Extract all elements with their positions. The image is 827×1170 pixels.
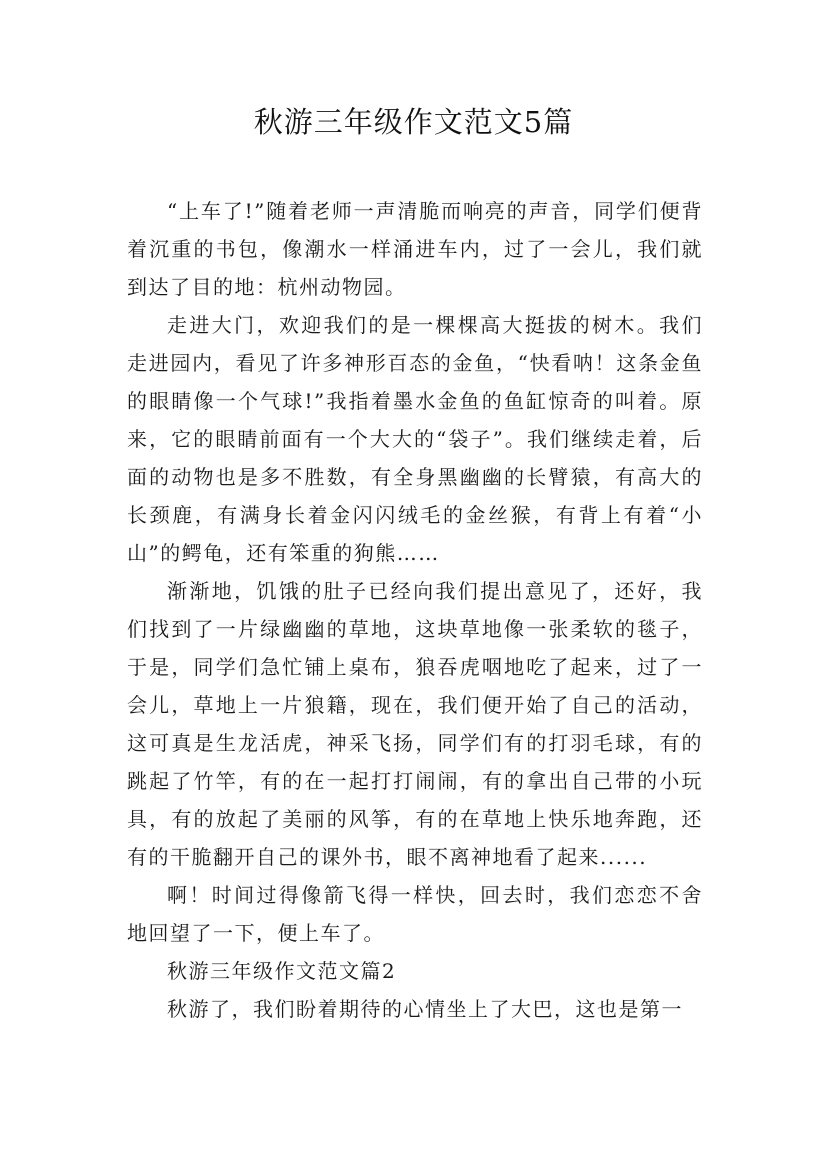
document-title: 秋游三年级作文范文5篇 bbox=[253, 105, 574, 139]
paragraph: 渐渐地，饥饿的肚子已经向我们提出意见了，还好，我们找到了一片绿幽幽的草地，这块草地像一张柔软的毯子，于是，同学们急忙铺上桌布，狼吞虎咽地吃了起来，过了一会儿，草地上一片狼籍，现在，我们便开始了自己的活动，这可真是生龙活虎，神采飞扬，同学们有的打羽毛球，有的跳起了竹竿，有的在一起打打闹闹，有的拿出自己带的小玩具，有的放起了美丽的风筝，有的在草地上快乐地奔跑，还有的干脆翻开自己的课外书，眼不离神地看了起来...... bbox=[127, 579, 703, 869]
paragraph: 秋游了，我们盼着期待的心情坐上了大巴，这也是第一 bbox=[167, 997, 683, 1021]
paragraph: 走进大门，欢迎我们的是一棵棵高大挺拔的树木。我们走进园内，看见了许多神形百态的金鱼，“快看呐！这条金鱼的眼睛像一个气球!”我指着墨水金鱼的鱼缸惊奇的叫着。原来，它的眼睛前面有一个大大的“袋子”。我们继续走着，后面的动物也是多不胜数，有全身黑幽幽的长臂猿，有高大的长颈鹿，有满身长着金闪闪绒毛的金丝猴，有背上有着“小山”的鳄龟，还有笨重的狗熊…… bbox=[127, 313, 703, 565]
paragraph: “上车了!”随着老师一声清脆而响亮的声音，同学们便背着沉重的书包，像潮水一样涌进车内，过了一会儿，我们就到达了目的地：杭州动物园。 bbox=[127, 199, 703, 299]
section-heading: 秋游三年级作文范文篇2 bbox=[167, 959, 397, 983]
paragraph: 啊！时间过得像箭飞得一样快，回去时，我们恋恋不舍地回望了一下，便上车了。 bbox=[127, 883, 703, 945]
